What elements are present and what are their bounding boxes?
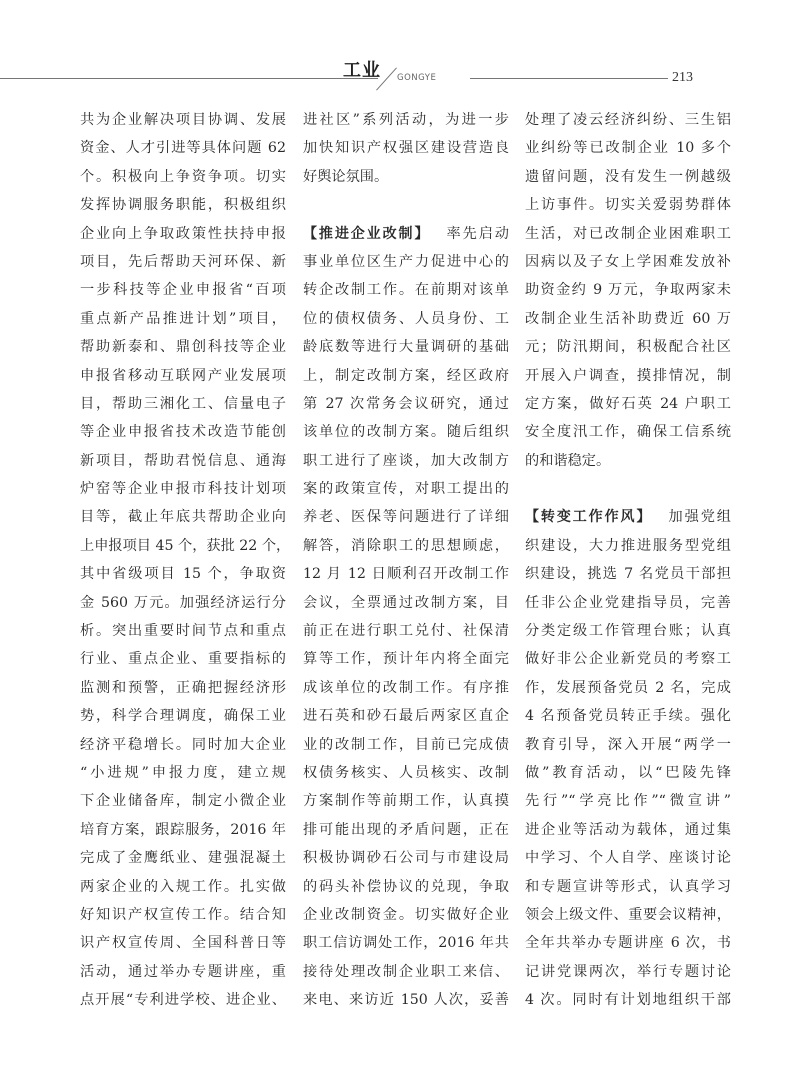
text-line: 改制企业生活补助费近 60 万	[525, 310, 731, 327]
text-line: 4 名预备党员转正手续。强化	[525, 708, 731, 725]
text-line: 织建设，挑选 7 名党员干部担	[525, 566, 731, 583]
heading-line	[303, 220, 509, 248]
section-title: 工业	[343, 60, 381, 81]
text-line: 第 27 次常务会议研究，通过	[303, 395, 509, 412]
section-heading: 【转变工作作风】	[525, 509, 653, 526]
text-line: 案的政策宣传，对职工提出的	[303, 481, 509, 498]
text-line: 和专题宣讲等形式，认真学习	[525, 878, 731, 895]
text-line: 业的改制工作，目前已完成债	[303, 736, 509, 753]
page-number: 213	[672, 70, 693, 85]
text-column-1	[80, 106, 291, 1015]
text-line: 安全度汛工作，确保工信系统	[525, 424, 731, 441]
text-line: 进企业等活动为载体，通过集	[525, 821, 731, 838]
text-line: 的和谐稳定。	[525, 452, 611, 469]
text-line: 算等工作，预计年内将全面完	[303, 651, 509, 668]
section-pinyin: GONGYE	[397, 73, 437, 83]
text-line: 事业单位区生产力促进中心的	[303, 253, 509, 270]
text-line: 分类定级工作管理台账；认真	[525, 623, 731, 640]
text-line: 培育方案，跟踪服务，2016 年	[80, 821, 286, 838]
text-line: 作，发展预备党员 2 名，完成	[525, 679, 731, 696]
text-line: 先行”“学亮比作”“微宣讲”	[525, 793, 731, 810]
text-line: 经济平稳增长。同时加大企业	[80, 736, 286, 753]
text-line: 做”教育活动，以“巴陵先锋	[525, 764, 731, 781]
text-line: 中学习、个人自学、座谈讨论	[525, 850, 731, 867]
text-column-3	[525, 106, 731, 1015]
text-line: 点开展“专利进学校、进企业、	[80, 992, 286, 1009]
text-line: 目等，截止年底共帮助企业向	[80, 509, 286, 526]
text-line: 目，帮助三湘化工、信量电子	[80, 395, 286, 412]
text-line: 解答，消除职工的思想顾虑，	[303, 537, 509, 554]
text-line: 助资金约 9 万元，争取两家未	[525, 282, 731, 299]
text-line: 好舆论氛围。	[303, 168, 389, 185]
text-line: 转企改制工作。在前期对该单	[303, 282, 509, 299]
heading-tail-text: 加强党组	[666, 509, 731, 526]
text-line: 权债务核实、人员核实、改制	[303, 764, 509, 781]
text-line: 接待处理改制企业职工来信、	[303, 963, 509, 980]
text-line: 业纠纷等已改制企业 10 多个	[525, 140, 731, 157]
text-line: 龄底数等进行大量调研的基础	[303, 339, 509, 356]
text-line: 开展入户调查，摸排情况，制	[525, 367, 731, 384]
paragraph-gap	[303, 191, 509, 219]
text-line: 全年共举办专题讲座 6 次，书	[525, 935, 731, 952]
text-line: 定方案，做好石英 24 户职工	[525, 395, 731, 412]
text-line: 企业向上争取政策性扶持申报	[80, 225, 286, 242]
text-line: 进石英和砂石最后两家区直企	[303, 708, 509, 725]
text-column-2	[303, 106, 509, 1015]
text-line: 个。积极向上争资争项。切实	[80, 168, 286, 185]
header-rule-right	[470, 78, 668, 79]
text-line: 上申报项目 45 个，获批 22 个，	[80, 537, 291, 554]
section-heading: 【推进企业改制】	[303, 225, 431, 242]
text-line: 上，制定改制方案，经区政府	[303, 367, 509, 384]
text-line: 任非公企业党建指导员，完善	[525, 594, 731, 611]
text-line: 重点新产品推进计划”项目，	[80, 310, 286, 327]
text-line: 元；防汛期间，积极配合社区	[525, 339, 731, 356]
text-line: 做好非公企业新党员的考察工	[525, 651, 731, 668]
text-line: 职工信访调处工作，2016 年共	[303, 935, 509, 952]
text-line: 领会上级文件、重要会议精神，	[525, 906, 731, 923]
text-line: 的码头补偿协议的兑现，争取	[303, 878, 509, 895]
text-line: 教育引导，深入开展“两学一	[525, 736, 731, 753]
text-line: 位的债权债务、人员身份、工	[303, 310, 509, 327]
text-line: 12 月 12 日顺利召开改制工作	[303, 566, 509, 583]
text-line: 识产权宣传周、全国科普日等	[80, 935, 286, 952]
text-line: 上访事件。切实关爱弱势群体	[525, 197, 731, 214]
text-line: 监测和预警，正确把握经济形	[80, 679, 286, 696]
text-line: 析。突出重要时间节点和重点	[80, 623, 286, 640]
heading-line	[525, 503, 731, 531]
running-header	[0, 56, 793, 96]
text-line: 两家企业的入规工作。扎实做	[80, 878, 286, 895]
paragraph-gap	[525, 475, 731, 503]
text-line: 积极协调砂石公司与市建设局	[303, 850, 509, 867]
text-line: 行业、重点企业、重要指标的	[80, 651, 286, 668]
text-line: 等企业申报省技术改造节能创	[80, 424, 286, 441]
text-line: 一步科技等企业申报省“百项	[80, 282, 286, 299]
text-line: 进社区”系列活动，为进一步	[303, 112, 509, 128]
text-line: 炉窑等企业申报市科技计划项	[80, 481, 286, 498]
text-line: 企业改制资金。切实做好企业	[303, 906, 509, 923]
text-line: 新项目，帮助君悦信息、通海	[80, 452, 286, 469]
text-line: 因病以及子女上学困难发放补	[525, 253, 731, 270]
text-line: 该单位的改制方案。随后组织	[303, 424, 509, 441]
text-line: 会议，全票通过改制方案，目	[303, 594, 509, 611]
text-line: 成该单位的改制工作。有序推	[303, 679, 509, 696]
text-line: 共为企业解决项目协调、发展	[80, 112, 286, 128]
text-line: 来电、来访近 150 人次，妥善	[303, 992, 509, 1009]
heading-tail-text: 率先启动	[444, 225, 509, 242]
text-line: 活动，通过举办专题讲座，重	[80, 963, 286, 980]
text-line: 方案制作等前期工作，认真摸	[303, 793, 509, 810]
text-line: 发挥协调服务职能，积极组织	[80, 197, 286, 214]
text-line: 完成了金鹰纸业、建强混凝土	[80, 850, 286, 867]
text-line: “小进规”申报力度，建立规	[80, 764, 286, 781]
text-line: 处理了凌云经济纠纷、三生铝	[525, 112, 731, 128]
text-line: 职工进行了座谈，加大改制方	[303, 452, 509, 469]
text-line: 势，科学合理调度，确保工业	[80, 708, 286, 725]
text-line: 织建设，大力推进服务型党组	[525, 537, 731, 554]
text-line: 项目，先后帮助天河环保、新	[80, 253, 286, 270]
text-line: 金 560 万元。加强经济运行分	[80, 594, 286, 611]
text-line: 下企业储备库，制定小微企业	[80, 793, 286, 810]
text-line: 养老、医保等问题进行了详细	[303, 509, 509, 526]
header-rule-left	[0, 78, 378, 79]
text-line: 排可能出现的矛盾问题，正在	[303, 821, 509, 838]
text-line: 4 次。同时有计划地组织干部	[525, 992, 731, 1009]
text-line: 好知识产权宣传工作。结合知	[80, 906, 286, 923]
text-line: 生活，对已改制企业困难职工	[525, 225, 731, 242]
text-line: 申报省移动互联网产业发展项	[80, 367, 286, 384]
text-line: 遗留问题，没有发生一例越级	[525, 168, 731, 185]
text-line: 记讲党课两次，举行专题讨论	[525, 963, 731, 980]
text-line: 其中省级项目 15 个，争取资	[80, 566, 286, 583]
text-line: 帮助新泰和、鼎创科技等企业	[80, 339, 286, 356]
text-line: 前正在进行职工兑付、社保清	[303, 623, 509, 640]
text-line: 资金、人才引进等具体问题 62	[80, 140, 286, 157]
text-line: 加快知识产权强区建设营造良	[303, 140, 509, 157]
